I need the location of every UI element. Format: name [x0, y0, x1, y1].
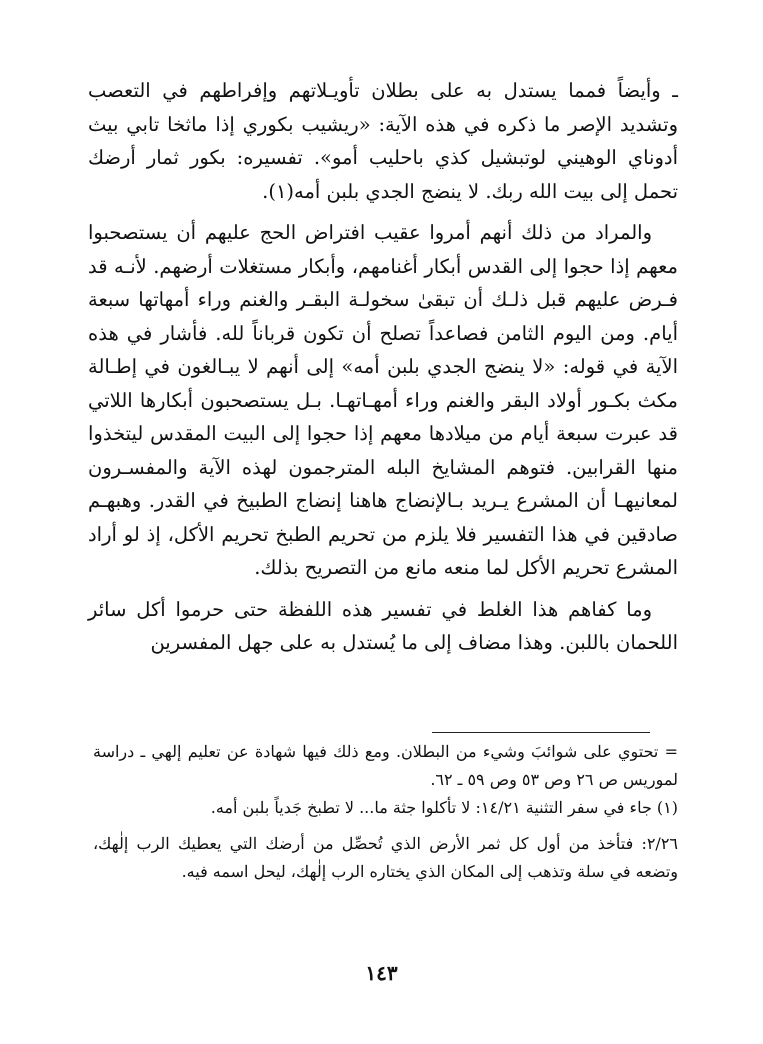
footnote-separator	[432, 732, 650, 733]
footnote-1: (١) جاء في سفر التثنية ١٤/٢١: لا تأكلوا جثة ما... لا تطبخ جَدياً بلبن أمه.	[210, 798, 678, 817]
footnotes-block	[93, 738, 678, 886]
paragraph-meat-and-milk: وما كفاهم هذا الغلط في تفسير هذه اللفظة حتى حرموا أكل سائر اللحمان باللبن. وهذا مضاف إلى ما يُستدل به على جهل المفسرين	[88, 597, 678, 654]
page-number: ١٤٣	[365, 961, 398, 985]
footnote-1-continuation: ٢/٢٦: فتأخذ من أول كل ثمر الأرض الذي تُحصِّل من أرضك التي يعطيك الرب إلٰهك، وتضعه في سلة وتذهب إلى المكان الذي يختاره الرب إلٰهك، ليحل اسمه فيه.	[93, 834, 678, 881]
paragraph-interpretation-argument: ـ وأيضاً فمما يستدل به على بطلان تأويـلاتهم وإفراطهم في التعصب وتشديد الإصر ما ذكره في هذه الآية: «ريشيب بكوري إذا ماثخا تابي بيث أدوناي الوهيني لوتبشيل كذي باحليب أمو». تفسيره: بكور ثمار أرضك تحمل إلى بيت الله ربك. لا ينضج الجدي بلبن أمه(١).	[88, 79, 678, 203]
book-page-body	[88, 74, 678, 660]
footnote-continued: = تحتوي على شوائبَ وشيء من البطلان. ومع ذلك فيها شهادة عن تعليم إلهي ـ دراسة لموريس ص ٢٦ وص ٥٣ وص ٥٩ ـ ٦٢.	[93, 742, 678, 789]
paragraph-pilgrimage-explanation: والمراد من ذلك أنهم أمروا عقيب افتراض الحج عليهم أن يستصحبوا معهم إذا حجوا إلى القدس أبكار أغنامهم، وأبكار مستغلات أرضهم. لأنـه قد فـرض عليهم قبل ذلـك أن تبقىٰ سخولـة البقـر والغنم وراء أمهاتها سبعة أيام. ومن اليوم الثامن فصاعداً تصلح أن تكون قرباناً لله. فأشار في هذه الآية في قوله: «لا ينضج الجدي بلبن أمه» إلى أنهم لا يبـالغون في إطـالة مكث بكـور أولاد البقر والغنم وراء أمهـاتهـا. بـل يستصحبون أبكارها اللاتي قد عبرت سبعة أيام من ميلادها معهم إذا حجوا إلى البيت المقدس ليتخذوا منها القرابين. فتوهم المشايخ البله المترجمون لهذه الآية والمفسـرون لمعانيهـا أن المشرع يـريد بـالإنضاج هاهنا إنضاج الطبيخ في القدر. وهبهـم صادقين في هذا التفسير فلا يلزم من تحريم الطبخ تحريم الأكل، إذ لو أراد المشرع تحريم الأكل لما منعه مانع من التصريح بذلك.	[88, 221, 678, 579]
